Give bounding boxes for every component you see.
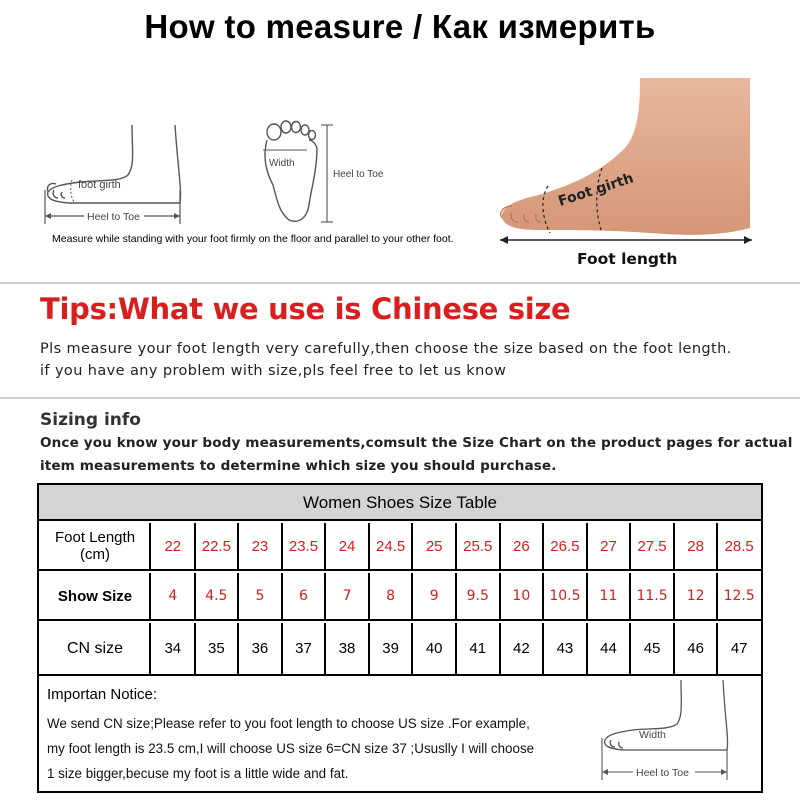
row-label-line2: (cm) xyxy=(80,546,110,563)
table-cell: 27 xyxy=(600,537,617,555)
important-notice xyxy=(39,678,761,791)
table-cell: 25 xyxy=(425,537,443,555)
table-cell: 9 xyxy=(429,588,439,604)
table-cell: 24 xyxy=(338,537,356,555)
table-cell: 6 xyxy=(299,588,308,604)
page-title: How to measure / Как измерить xyxy=(144,8,656,45)
table-row-foot-length xyxy=(39,523,761,571)
tips-line-1: Pls measure your foot length very carefully,then choose the size based on the foot length. xyxy=(40,341,732,357)
table-cell: 46 xyxy=(687,640,704,657)
divider-top xyxy=(0,282,800,284)
photo-foot-girth-label: Foot girth xyxy=(556,170,636,210)
table-cell: 26 xyxy=(512,537,530,555)
table-cell: 25.5 xyxy=(463,537,493,555)
row-label-cn-size: CN size xyxy=(66,640,123,657)
table-cell: 4.5 xyxy=(205,588,228,604)
table-cell: 42 xyxy=(512,640,530,657)
table-cell: 45 xyxy=(643,640,661,657)
sizing-line-1: Once you know your body measurements,comsult the Size Chart on the product pages for actual xyxy=(40,435,793,451)
notice-title: Importan Notice: xyxy=(47,686,158,703)
table-cell: 12 xyxy=(686,588,705,604)
table-cell: 28.5 xyxy=(724,537,754,555)
table-cell: 41 xyxy=(469,640,487,657)
table-cell: 22.5 xyxy=(201,537,231,555)
table-cell: 8 xyxy=(386,588,396,604)
table-cell: 11 xyxy=(599,588,618,604)
table-cell: 7 xyxy=(342,588,352,604)
table-row-cn-size xyxy=(39,623,761,676)
tips-title: Tips:What we use is Chinese size xyxy=(40,292,571,326)
foot-top-view-illustration xyxy=(255,120,395,230)
notice-line-1: We send CN size;Please refer to you foot length to choose US size .For example, xyxy=(47,716,530,731)
size-table-header: Women Shoes Size Table xyxy=(39,485,761,521)
table-cell: 26.5 xyxy=(550,537,580,555)
table-cell: 47 xyxy=(730,640,748,657)
table-cell: 44 xyxy=(600,640,617,657)
divider-middle xyxy=(0,397,800,399)
table-cell: 40 xyxy=(425,640,443,657)
sizing-title: Sizing info xyxy=(40,410,141,430)
heel-to-toe-vertical-label: Heel to Toe xyxy=(333,169,384,180)
notice-width-label: Width xyxy=(639,729,666,741)
table-cell: 37 xyxy=(295,640,312,657)
tips-line-2: if you have any problem with size,pls feel free to let us know xyxy=(40,363,507,379)
table-cell: 11.5 xyxy=(636,588,668,604)
table-cell: 36 xyxy=(251,640,269,657)
table-cell: 43 xyxy=(556,640,574,657)
table-row-show-size xyxy=(39,573,761,621)
photo-foot-length-label: Foot length xyxy=(577,250,678,268)
table-cell: 38 xyxy=(338,640,356,657)
table-cell: 27.5 xyxy=(637,537,667,555)
notice-line-2: my foot length is 23.5 cm,I will choose US size 6=CN size 37 ;Ususlly I will choose xyxy=(47,741,535,756)
table-cell: 22 xyxy=(164,537,182,555)
table-cell: 9.5 xyxy=(466,588,489,604)
notice-line-3: 1 size bigger,becuse my foot is a little wide and fat. xyxy=(47,766,349,781)
foot-side-view-illustration xyxy=(40,120,240,235)
notice-heel-to-toe-label: Heel to Toe xyxy=(636,767,689,779)
row-label-show-size: Show Size xyxy=(57,587,133,605)
foot-photo-illustration xyxy=(490,78,760,273)
table-cell: 23.5 xyxy=(288,537,319,555)
measure-caption: Measure while standing with your foot firmly on the floor and parallel to your other foot. xyxy=(52,233,454,245)
table-cell: 10.5 xyxy=(549,588,581,604)
sizing-line-2: item measurements to determine which size you should purchase. xyxy=(40,458,557,474)
table-cell: 23 xyxy=(251,537,269,555)
table-cell: 28 xyxy=(687,537,704,555)
table-cell: 39 xyxy=(382,640,399,657)
table-cell: 24.5 xyxy=(376,537,406,555)
table-cell: 12.5 xyxy=(723,588,755,604)
table-cell: 5 xyxy=(255,588,265,604)
table-cell: 4 xyxy=(168,588,178,604)
table-cell: 10 xyxy=(512,588,531,604)
size-table xyxy=(37,483,763,793)
notice-foot-illustration xyxy=(599,680,754,786)
row-label-foot-length xyxy=(39,523,151,569)
heel-to-toe-label: Heel to Toe xyxy=(87,211,140,223)
table-cell: 35 xyxy=(208,640,225,657)
table-cell: 34 xyxy=(164,640,182,657)
foot-girth-label: foot girth xyxy=(78,179,121,191)
width-label: Width xyxy=(269,158,295,169)
row-label-line1: Foot Length xyxy=(54,529,136,546)
